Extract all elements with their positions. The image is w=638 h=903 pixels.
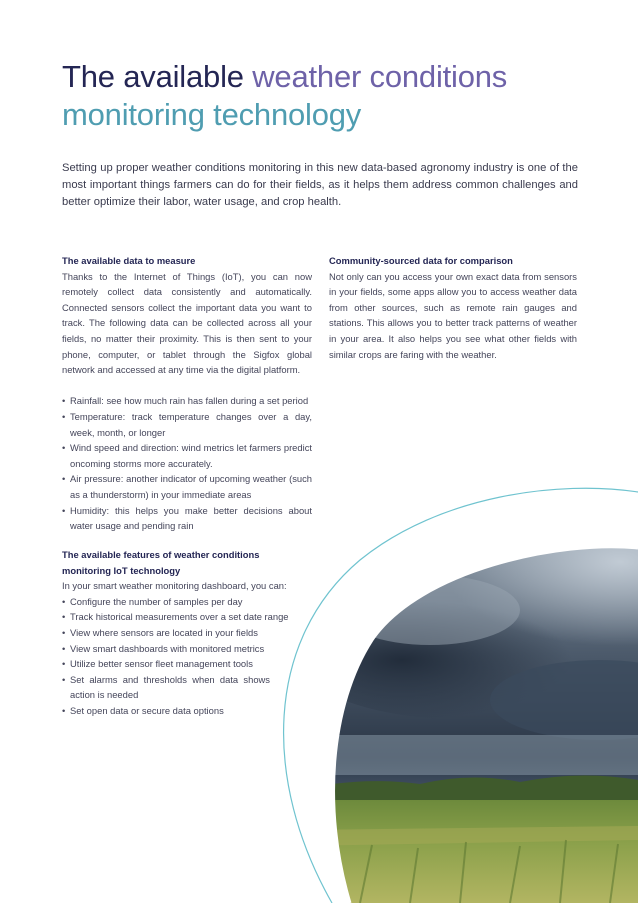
features-heading-line1: The available features of weather conditions bbox=[62, 549, 260, 560]
title-part-teal: monitoring technology bbox=[62, 97, 362, 132]
community-data-heading: Community-sourced data for comparison bbox=[329, 255, 513, 266]
list-item: • Track historical measurements over a set date range bbox=[62, 609, 332, 625]
features-heading bbox=[62, 547, 332, 578]
intro-paragraph: Setting up proper weather conditions monitoring in this new data-based agronomy industry is one of the most important things farmers can do for their fields, as it helps them address common challenges and better optimize their labor, water usage, and crop health. bbox=[62, 162, 578, 208]
data-to-measure-body: Thanks to the Internet of Things (IoT), you can now remotely collect data consistently and automatically. Connected sensors collect the important data you want to track. The following data can be collected across all your fields, no matter their proximity. This is then sent to your phone, computer, or tablet through the Sigfox global network and accessed at any time via the digital platform. bbox=[62, 270, 312, 376]
data-to-measure-section bbox=[62, 253, 312, 534]
list-item: • Set open data or secure data options bbox=[62, 703, 332, 719]
list-item: • Utilize better sensor fleet management tools bbox=[62, 656, 332, 672]
features-bullet-list bbox=[62, 594, 332, 719]
list-item: • Configure the number of samples per day bbox=[62, 594, 332, 610]
list-item: • Wind speed and direction: wind metrics let farmers predict oncoming storms more accurately. bbox=[62, 440, 312, 471]
list-item: • Air pressure: another indicator of upcoming weather (such as a thunderstorm) in your immediate areas bbox=[62, 471, 312, 502]
community-data-section bbox=[329, 253, 577, 362]
list-item: • Rainfall: see how much rain has fallen during a set period bbox=[62, 393, 312, 409]
title-part-purple: weather conditions bbox=[252, 59, 508, 94]
list-item: • View where sensors are located in your fields bbox=[62, 625, 332, 641]
photo-content bbox=[300, 520, 638, 903]
features-heading-line2: monitoring IoT technology bbox=[62, 564, 181, 576]
features-section bbox=[62, 547, 332, 719]
page-title bbox=[62, 58, 602, 134]
title-part-dark: The available bbox=[62, 59, 253, 94]
data-bullet-list bbox=[62, 393, 312, 533]
list-item: • Humidity: this helps you make better decisions about water usage and pending rain bbox=[62, 503, 312, 534]
features-intro: In your smart weather monitoring dashboard, you can: bbox=[62, 580, 287, 592]
data-to-measure-heading: The available data to measure bbox=[62, 255, 196, 266]
list-item: • View smart dashboards with monitored metrics bbox=[62, 641, 332, 657]
community-data-body: Not only can you access your own exact data from sensors in your fields, some apps allow you to access weather data from other sources, such as remote rain gauges and stations. This allows you to better track patterns of weather in your area. It also helps you see what other fields with similar crops are faring with the weather. bbox=[329, 270, 577, 360]
list-item: • Temperature: track temperature changes over a day, week, month, or longer bbox=[62, 409, 312, 440]
list-item: • Set alarms and thresholds when data shows action is needed bbox=[62, 672, 270, 703]
accent-arc bbox=[284, 488, 638, 903]
